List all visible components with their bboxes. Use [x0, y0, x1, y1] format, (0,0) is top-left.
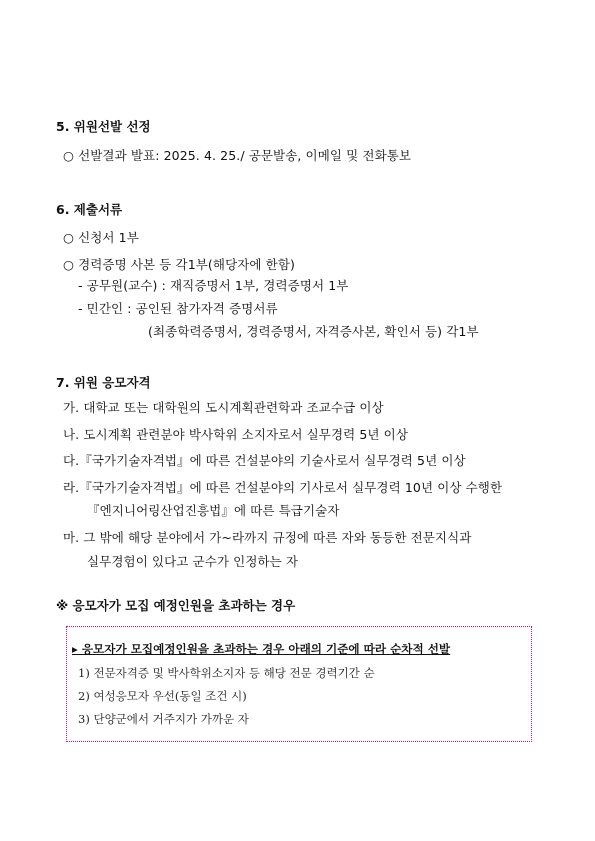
- section-6-line-1: ○ 신청서 1부: [63, 230, 139, 245]
- selection-criteria-title: ▸ 응모자가 모집예정인원을 초과하는 경우 아래의 기준에 따라 순차적 선발: [72, 642, 451, 656]
- section-6-heading: 6. 제출서류: [56, 202, 123, 217]
- criteria-item-2: 2) 여성응모자 우선(동일 조건 시): [78, 689, 247, 703]
- qualification-ma-line-1: 마. 그 밖에 해당 분야에서 가~라까지 규정에 따른 자와 동등한 전문지식과: [63, 530, 472, 545]
- qualification-ra-line-1: 라.『국가기술자격법』에 따른 건설분야의 기사로서 실무경력 10년 이상 수행한: [63, 480, 503, 495]
- section-6-line-5: (최종학력증명서, 경력증명서, 자격증사본, 확인서 등) 각1부: [148, 324, 479, 339]
- qualification-ra-line-2: 『엔지니어링산업진흥법』에 따른 특급기술자: [87, 503, 340, 518]
- criteria-item-3: 3) 단양군에서 거주지가 가까운 자: [78, 712, 249, 726]
- section-5-line: ○ 선발결과 발표: 2025. 4. 25./ 공문발송, 이메일 및 전화통보: [63, 148, 412, 163]
- section-6-line-3: - 공무원(교수) : 재직증명서 1부, 경력증명서 1부: [78, 278, 349, 293]
- section-6-line-4: - 민간인 : 공인된 참가자격 증명서류: [78, 301, 278, 316]
- selection-criteria-box: [66, 626, 532, 742]
- section-5-heading: 5. 위원선발 선정: [56, 119, 151, 134]
- qualification-na: 나. 도시계획 관련분야 박사학위 소지자로서 실무경력 5년 이상: [63, 427, 409, 442]
- criteria-item-1: 1) 전문자격증 및 박사학위소지자 등 해당 전문 경력기간 순: [78, 666, 375, 680]
- qualification-da: 다.『국가기술자격법』에 따른 건설분야의 기술사로서 실무경력 5년 이상: [63, 453, 466, 468]
- excess-applicants-heading: ※ 응모자가 모집 예정인원을 초과하는 경우: [56, 598, 296, 613]
- qualification-ga: 가. 대학교 또는 대학원의 도시계획관련학과 조교수급 이상: [63, 400, 384, 415]
- section-6-line-2: ○ 경력증명 사본 등 각1부(해당자에 한함): [63, 257, 296, 272]
- qualification-ma-line-2: 실무경험이 있다고 군수가 인정하는 자: [87, 554, 299, 569]
- section-7-heading: 7. 위원 응모자격: [56, 375, 151, 390]
